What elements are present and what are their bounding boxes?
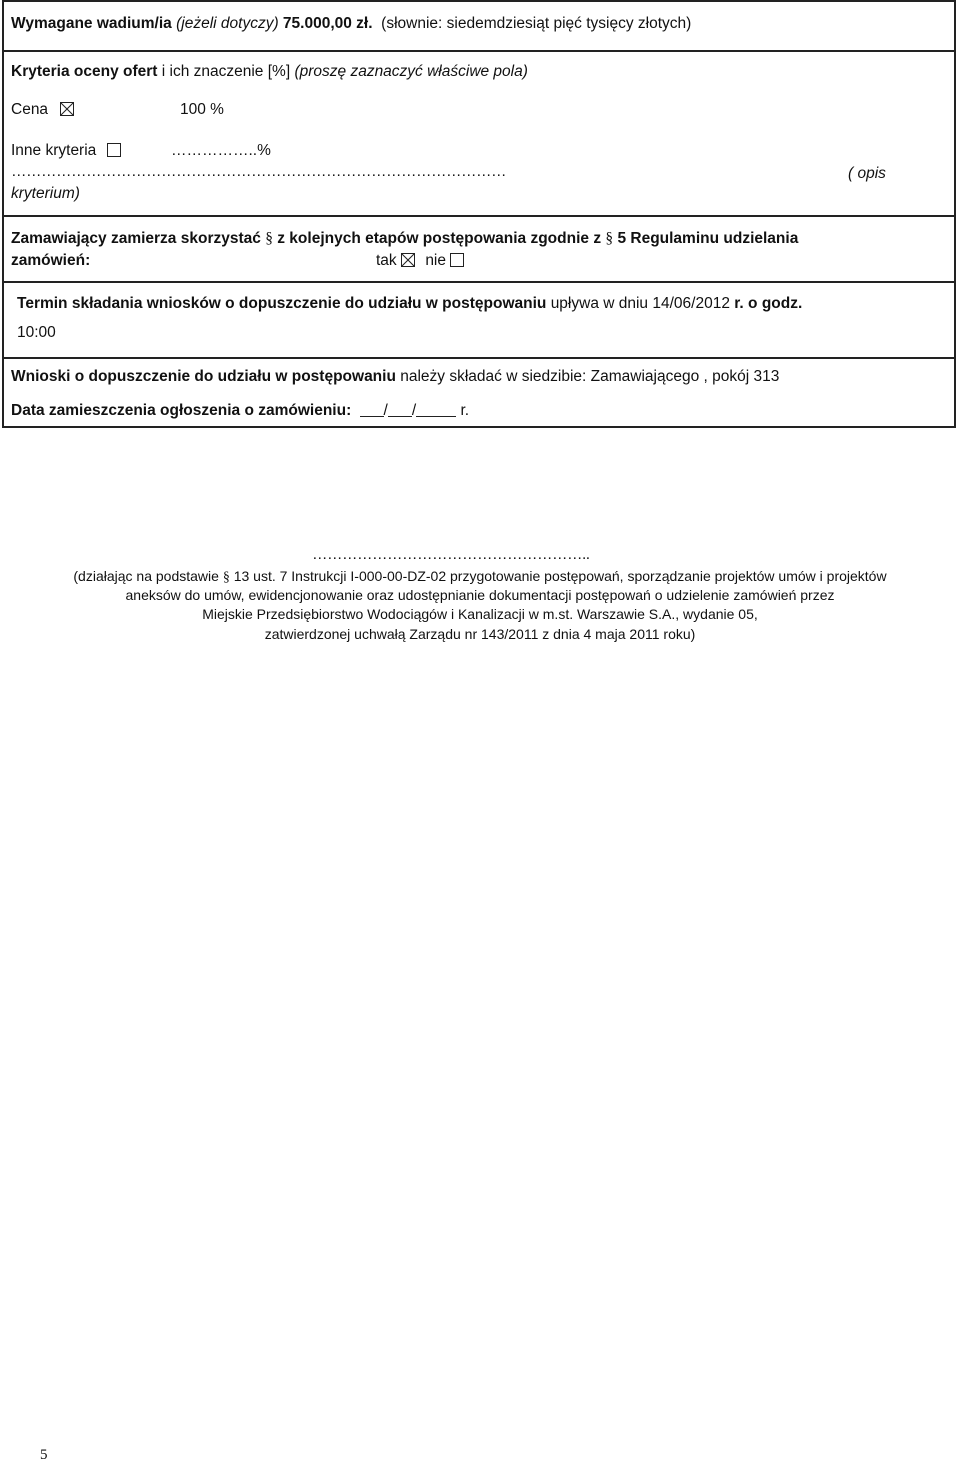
place-rest: należy składać w siedzibie: Zamawiającego , pokój 313: [400, 368, 780, 385]
criteria-heading: [11, 62, 528, 81]
publication-slash-1: /: [383, 402, 388, 419]
place-line: [11, 367, 779, 386]
opis-label-text: ( opis: [848, 165, 886, 182]
signature-line-4: zatwierdzonej uchwałą Zarządu nr 143/2011 z dnia 4 maja 2011 roku): [264, 626, 696, 642]
wadium-row: [4, 2, 954, 50]
signature-line-1: [0, 567, 960, 588]
stages-section-num: 5 Regulaminu udzielania: [617, 230, 799, 247]
opis-label-2-text: kryterium): [11, 185, 80, 202]
stages-line-1: [11, 229, 798, 248]
criteria-heading-hint: (proszę zaznaczyć właściwe pola): [294, 63, 528, 80]
stages-text-1: Zamawiający zamierza skorzystać: [11, 230, 261, 247]
deadline-rest: upływa w dniu: [550, 295, 649, 312]
page-number: 5: [40, 1447, 48, 1463]
wadium-words: (słownie: siedemdziesiąt pięć tysięcy złotych): [381, 15, 692, 32]
other-value: ……………..%: [171, 142, 271, 159]
stages-line-2: [11, 251, 90, 270]
place-bold: Wnioski o dopuszczenie do udziału w postępowaniu: [11, 368, 396, 385]
wadium-label: Wymagane wadium/ia: [11, 15, 172, 32]
criteria-heading-bold: Kryteria oceny ofert: [11, 63, 158, 80]
signature-line-2: aneksów do umów, ewidencjonowanie oraz udostępnianie dokumentacji postępowań o udzielenie zamówień przez: [125, 587, 835, 603]
publication-line: [11, 401, 469, 420]
criteria-heading-rest: i ich znaczenie [%]: [161, 63, 291, 80]
stages-options: [376, 251, 464, 270]
checkbox-cross-icon: [61, 103, 73, 115]
deadline-date: 14/06/2012: [652, 295, 730, 312]
yes-checkbox[interactable]: [401, 253, 415, 267]
publication-day-field[interactable]: [360, 402, 384, 417]
deadline-row: [4, 281, 954, 357]
price-checkbox[interactable]: [60, 102, 74, 116]
section-sign: §: [265, 230, 273, 247]
publication-month-field[interactable]: [388, 402, 412, 417]
opis-dots: ………………………………………………………………………………………: [11, 163, 506, 180]
signature-line-1a: (działając na podstawie: [73, 568, 219, 584]
wadium-text: [11, 14, 691, 33]
price-value: 100 %: [180, 101, 224, 118]
signature-line-3: Miejskie Przedsiębiorstwo Wodociągów i Kanalizacji w m.st. Warszawie S.A., wydanie 05,: [202, 606, 758, 622]
section-sign-2: §: [605, 230, 614, 247]
wadium-condition: (jeżeli dotyczy): [176, 15, 279, 32]
opis-label-2: [11, 184, 80, 203]
stages-text-2: z kolejnych etapów postępowania zgodnie z: [277, 230, 602, 247]
stages-row: [4, 215, 954, 281]
publication-label: Data zamieszczenia ogłoszenia o zamówieniu:: [11, 402, 352, 419]
place-row: [4, 357, 954, 428]
deadline-line-1: [17, 294, 802, 313]
deadline-bold: Termin składania wniosków o dopuszczenie do udziału w postępowaniu: [17, 295, 547, 312]
yes-label: tak: [376, 252, 397, 269]
publication-r: r.: [460, 402, 470, 419]
no-label: nie: [425, 252, 446, 269]
opis-label: [848, 164, 886, 183]
other-label: Inne kryteria: [11, 142, 97, 159]
publication-slash-2: /: [411, 402, 417, 419]
signature-dots: ………………………………………………..: [312, 546, 590, 563]
price-label: Cena: [11, 101, 49, 118]
other-checkbox[interactable]: [107, 143, 121, 157]
tender-form-box: [2, 0, 956, 428]
criteria-row: [4, 50, 954, 215]
deadline-time: 10:00: [17, 324, 56, 341]
publication-year-field[interactable]: [416, 402, 456, 417]
signature-section-sign: §: [222, 570, 230, 585]
price-criterion: [11, 100, 74, 119]
signature-line-1b: 13 ust. 7 Instrukcji I-000-00-DZ-02 przygotowanie postępowań, sporządzanie projektów umów i projektów: [233, 568, 887, 584]
no-checkbox[interactable]: [450, 253, 464, 267]
checkbox-cross-icon: [402, 254, 414, 266]
stages-text-3: zamówień:: [11, 252, 91, 269]
other-criterion: [11, 141, 121, 160]
deadline-r-o-godz: r. o godz.: [734, 295, 803, 312]
wadium-amount: 75.000,00 zł.: [282, 15, 373, 32]
